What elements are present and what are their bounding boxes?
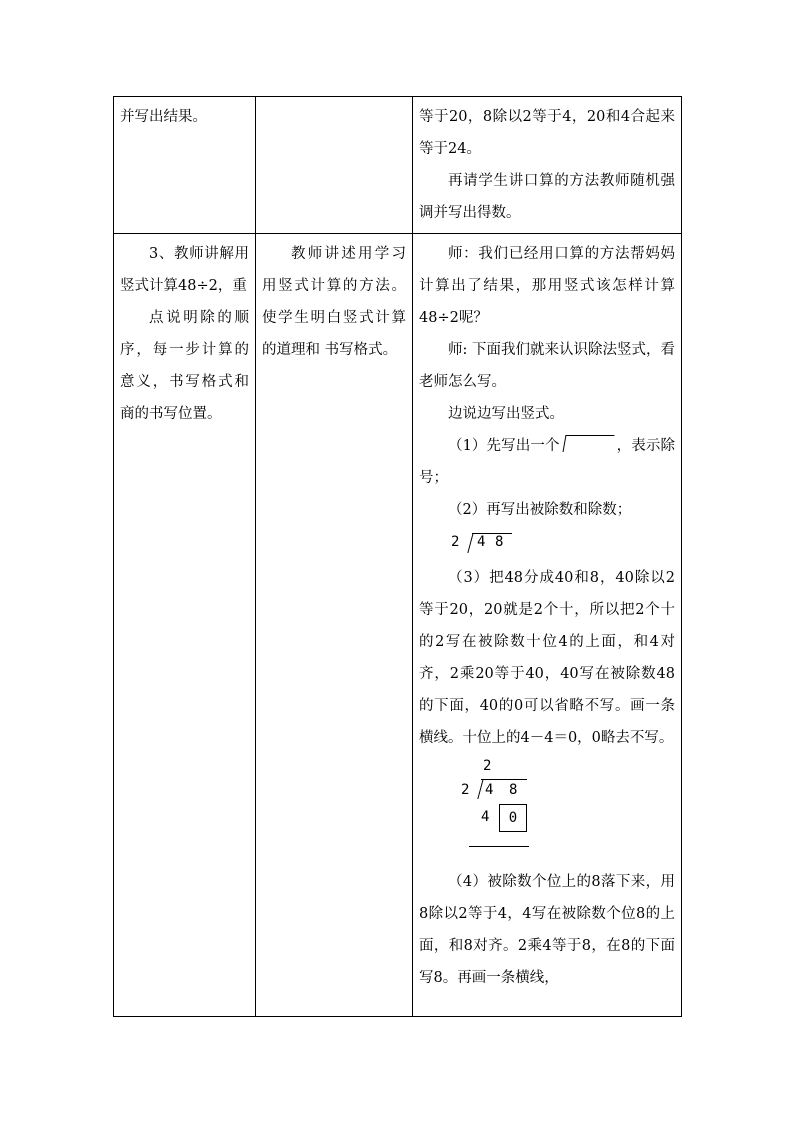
- dialogue-text: （2）再写出被除数和除数；: [448, 502, 632, 518]
- divisor: 2: [451, 534, 460, 550]
- dividend-ones: 8: [495, 534, 504, 550]
- subtraction-line: [469, 846, 529, 847]
- intent-text: 教师讲述用学习用竖式计算的方法。使学生明白竖式计算的道理和 书写格式。: [262, 246, 406, 358]
- dividend-tens: 4: [477, 534, 486, 550]
- division-bracket: [477, 779, 483, 799]
- step1-text-end: ，表示除号；: [419, 438, 675, 486]
- cell-dialogue: [413, 234, 682, 1017]
- cell-process: [114, 234, 256, 1017]
- division-bracket-symbol: [562, 435, 614, 452]
- process-text: 3、教师讲解用竖式计算48÷2，重: [120, 246, 249, 294]
- dialogue-text: 再请学生讲口算的方法教师随机强调并写出得数。: [419, 173, 675, 221]
- dialogue-text: 等于20，8除以2等于4，20和4合起来等于24。: [419, 109, 675, 157]
- lesson-plan-table: [113, 96, 682, 1017]
- process-text: 并写出结果。: [120, 109, 207, 125]
- partial-product: 4: [481, 809, 490, 825]
- dialogue-text: 边说边写出竖式。: [448, 406, 564, 422]
- division-bracket: [467, 533, 473, 553]
- dialogue-text: （3）把48分成40和8，40除以2等于20，20就是2个十，所以把2个十的2写在被除数十位4的上面，和4对齐，2乘20等于40，40写在被除数48的下面，40的0可以省略不写。画一条横线。十位上的4－4＝0，0略去不写。: [419, 570, 675, 746]
- cell-intent: [256, 97, 413, 234]
- boxed-zero: 0: [499, 804, 527, 832]
- dialogue-text: 师: 下面我们就来认识除法竖式，看老师怎么写。: [419, 342, 675, 390]
- process-text: 点说明除的顺序，每一步计算的意义，书写格式和商的书写位置。: [120, 310, 249, 422]
- cell-process: [114, 97, 256, 234]
- table-row: [114, 97, 682, 234]
- cell-intent: [256, 234, 413, 1017]
- long-division-setup: [419, 528, 675, 558]
- dialogue-text: 师：我们已经用口算的方法帮妈妈计算出了结果，那用竖式该怎样计算48÷2呢？: [419, 246, 675, 326]
- dialogue-text: （4）被除数个位上的8落下来，用8除以2等于4，4写在被除数个位8的上面，和8对齐。2乘4等于8，在8的下面写8。再画一条横线，: [419, 874, 675, 986]
- dividend-ones: 8: [509, 782, 518, 798]
- long-division-step: [419, 754, 675, 860]
- dialogue-text: [419, 430, 675, 494]
- quotient: 2: [483, 758, 492, 774]
- dividend-tens: 4: [485, 782, 494, 798]
- cell-dialogue: [413, 97, 682, 234]
- divisor: 2: [461, 782, 470, 798]
- step1-text: （1）先写出一个: [448, 438, 560, 454]
- table-row: [114, 234, 682, 1017]
